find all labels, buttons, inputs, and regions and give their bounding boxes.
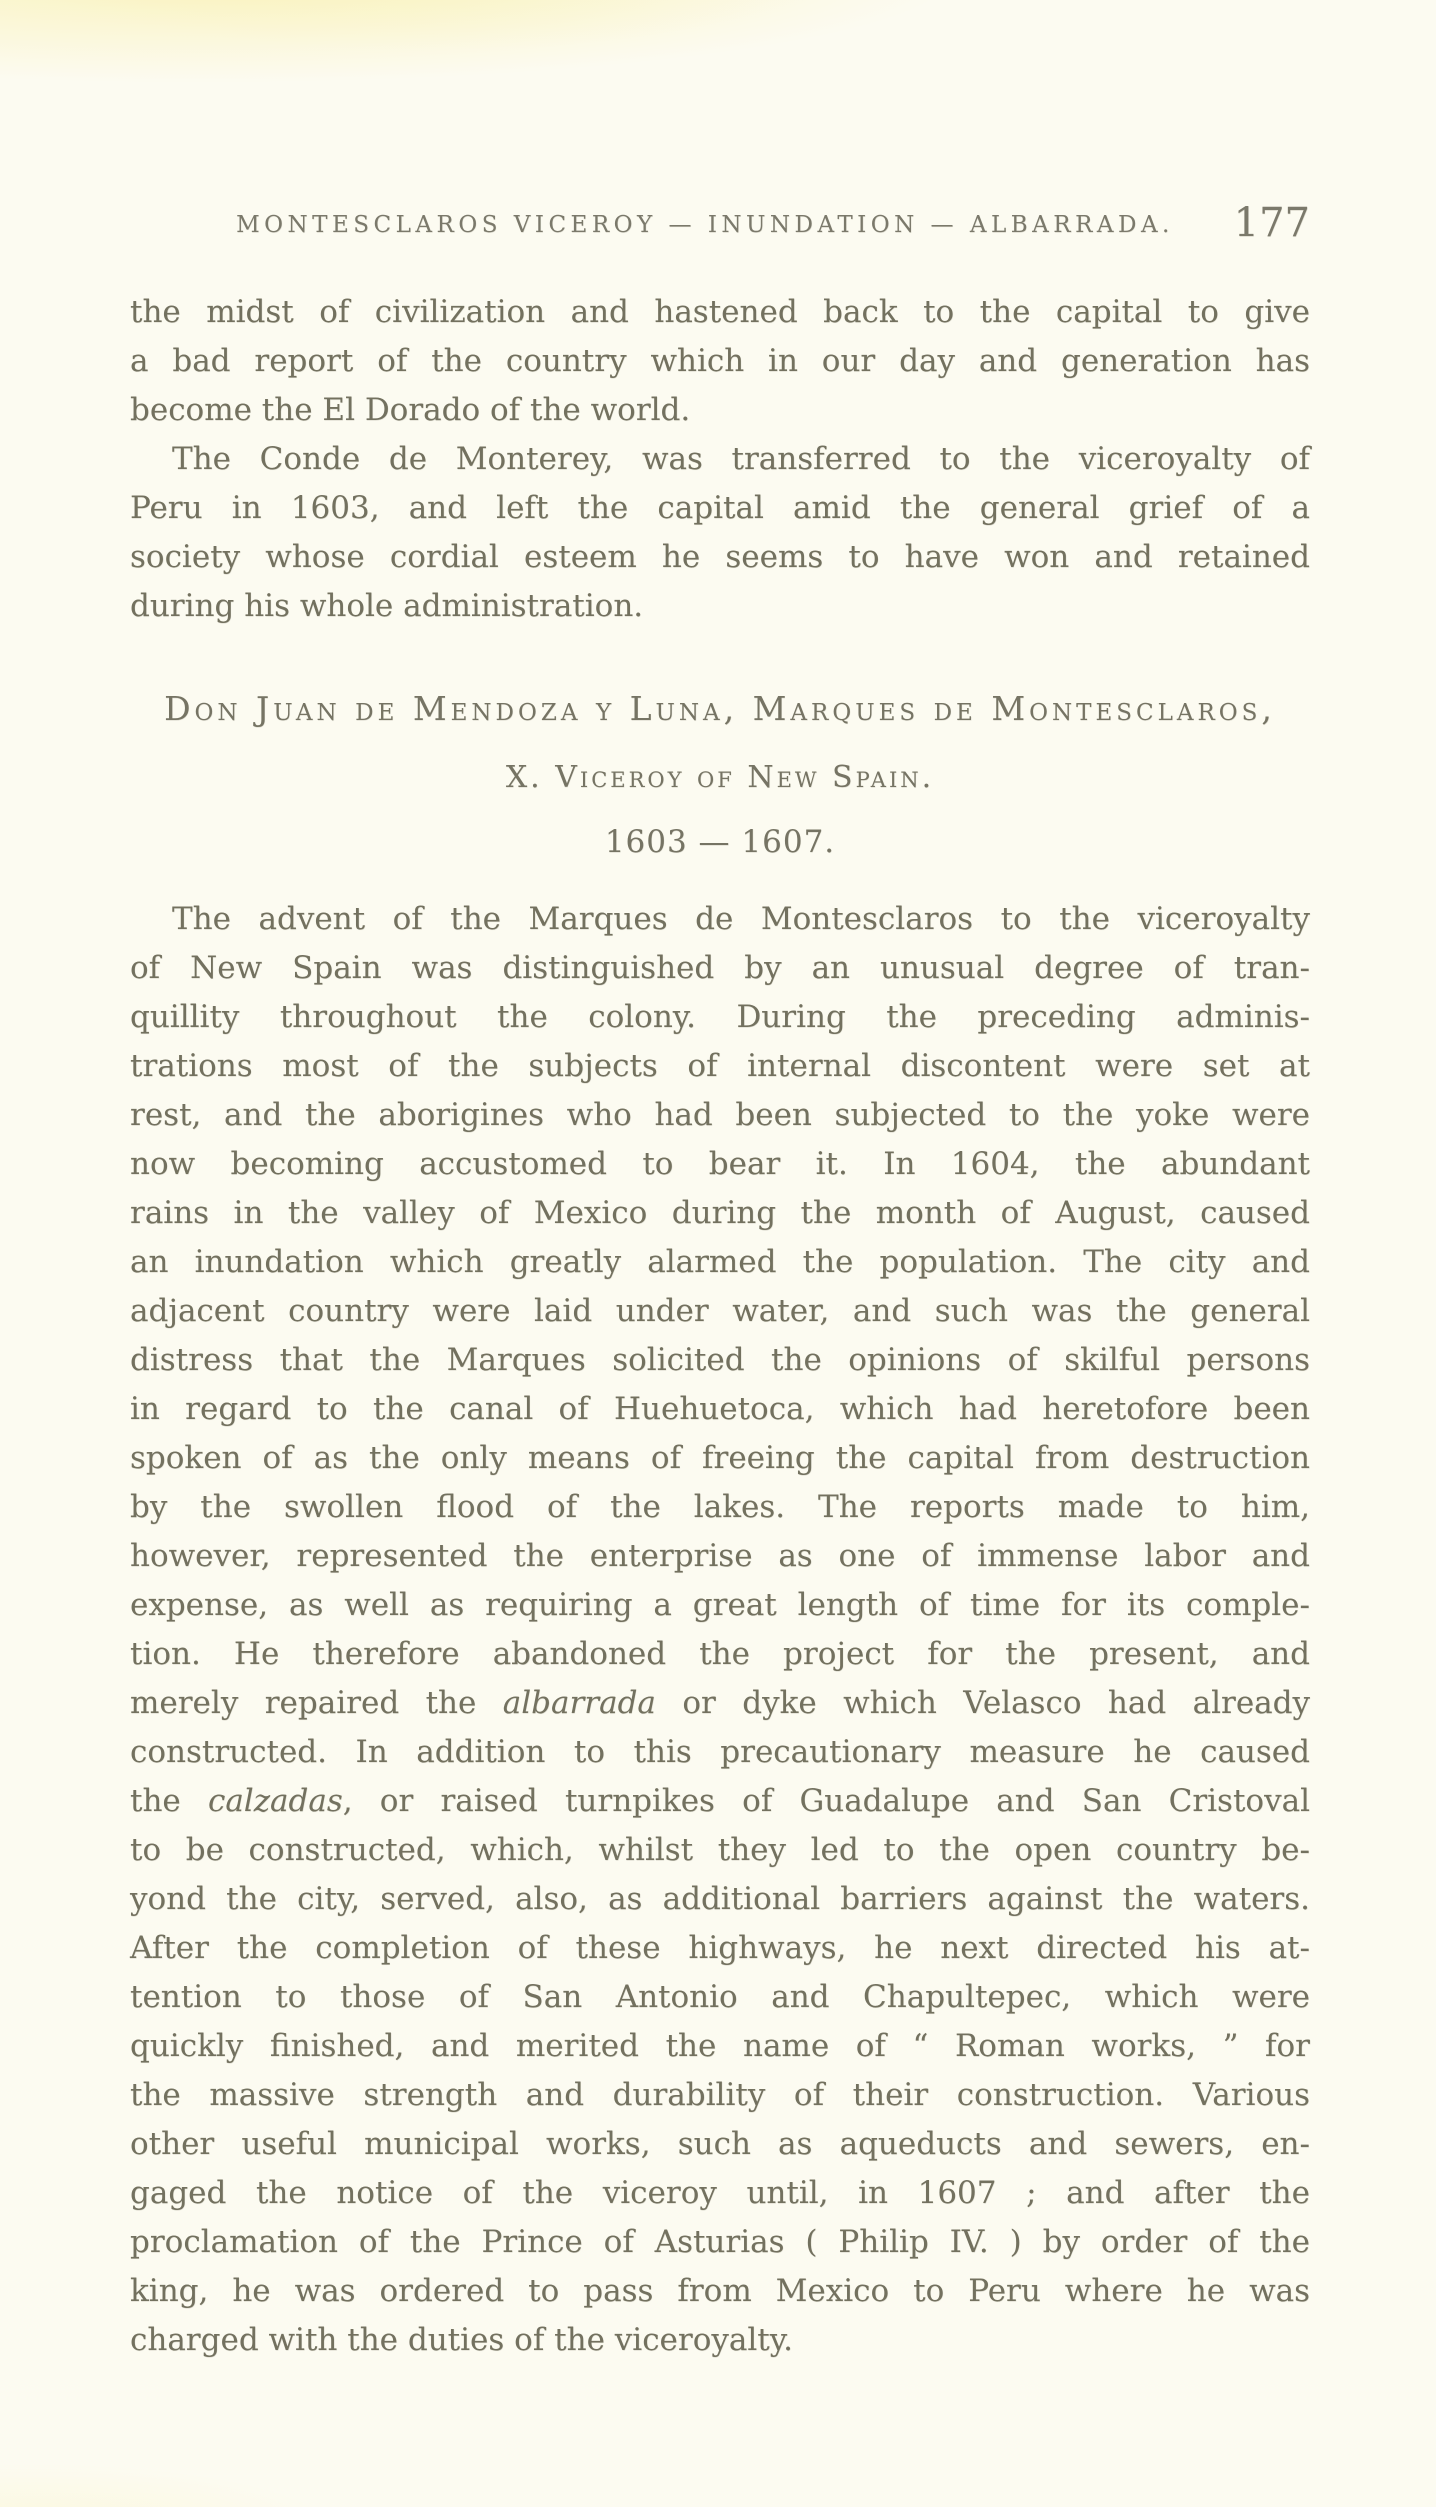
text-line: After the completion of these highways, he next directed his at- [130,1930,1310,1966]
text-line: now becoming accustomed to bear it. In 1604, the abundant [130,1146,1310,1182]
paragraph-montesclaros [130,895,1310,2365]
text-line: become the El Dorado of the world. [130,392,691,428]
text-line: of New Spain was distinguished by an unusual degree of tran- [130,950,1310,986]
text-line: king, he was ordered to pass from Mexico to Peru where he was [130,2273,1310,2309]
text-line: yond the city, served, also, as additional barriers against the waters. [130,1881,1310,1917]
text-line: The Conde de Monterey, was transferred to the viceroyalty of [172,441,1310,477]
text-line: spoken of as the only means of freeing the capital from destruction [130,1440,1310,1476]
section-heading-title: X. Viceroy of New Spain. [505,760,935,795]
text-line: rest, and the aborigines who had been subjected to the yoke were [130,1097,1310,1133]
text-line: tention to those of San Antonio and Chapultepec, which were [130,1979,1310,2015]
text-line: distress that the Marques solicited the opinions of skilful persons [130,1342,1310,1378]
text-line: charged with the duties of the viceroyalty. [130,2322,794,2358]
text-line: in regard to the canal of Huehuetoca, which had heretofore been [130,1391,1310,1427]
paragraph-monterey [130,435,1310,631]
text-line: quillity throughout the colony. During the preceding adminis- [130,999,1310,1035]
text-line: proclamation of the Prince of Asturias ( Philip IV. ) by order of the [130,2224,1310,2260]
text-line: trations most of the subjects of internal discontent were set at [130,1048,1310,1084]
text-line: during his whole administration. [130,588,644,624]
text-line: a bad report of the country which in our day and generation has [130,343,1310,379]
text-line: an inundation which greatly alarmed the population. The city and [130,1244,1310,1280]
text-line: quickly finished, and merited the name of “ Roman works, ” for [130,2028,1310,2064]
text-line: adjacent country were laid under water, and such was the general [130,1293,1310,1329]
text-line: the calzadas, or raised turnpikes of Guadalupe and San Cristoval [130,1783,1310,1819]
text-line: other useful municipal works, such as aqueducts and sewers, en- [130,2126,1310,2162]
text-line: merely repaired the albarrada or dyke which Velasco had already [130,1685,1311,1721]
running-title: MONTESCLAROS VICEROY — INUNDATION — ALBARRADA. [236,212,1174,238]
text-line: gaged the notice of the viceroy until, in 1607 ; and after the [130,2175,1310,2211]
text-line: by the swollen flood of the lakes. The reports made to him, [130,1489,1310,1525]
text-line: expense, as well as requiring a great length of time for its comple- [130,1587,1310,1623]
text-line: to be constructed, which, whilst they led to the open country be- [130,1832,1310,1868]
paragraph-continuation [130,288,1310,435]
text-line: Peru in 1603, and left the capital amid the general grief of a [130,490,1310,526]
section-heading-name: Don Juan de Mendoza y Luna, Marques de Montesclaros, [164,689,1276,728]
text-line: constructed. In addition to this precautionary measure he caused [130,1734,1310,1770]
text-line: The advent of the Marques de Montesclaros to the viceroyalty [172,901,1310,937]
page-header [130,200,1310,252]
text-line: the midst of civilization and hastened back to the capital to give [130,294,1310,330]
text-line: rains in the valley of Mexico during the month of August, caused [130,1195,1310,1231]
text-line: society whose cordial esteem he seems to have won and retained [130,539,1310,575]
text-line: the massive strength and durability of their construction. Various [130,2077,1310,2113]
body-text [130,288,1310,2365]
text-line: tion. He therefore abandoned the project for the present, and [130,1636,1310,1672]
page-number: 177 [1233,200,1310,246]
section-heading-years: 1603 — 1607. [604,824,836,860]
text-line: however, represented the enterprise as one of immense labor and [130,1538,1310,1574]
